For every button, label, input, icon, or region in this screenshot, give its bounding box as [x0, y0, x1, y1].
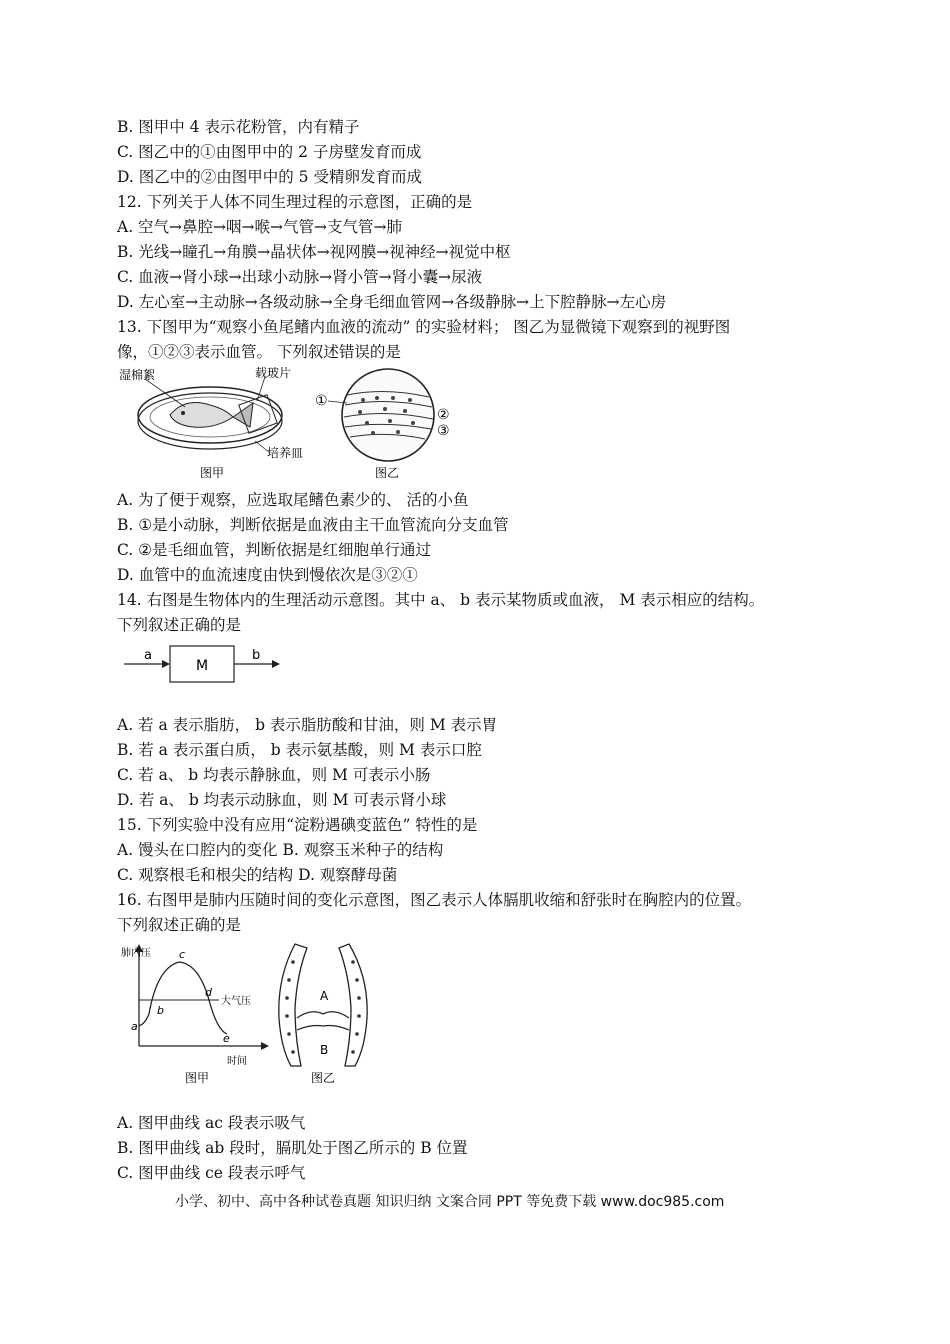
option-text: C. 图乙中的①由图甲中的 2 子房壁发育而成	[117, 143, 422, 161]
point-e: e	[223, 1032, 230, 1045]
figure-16	[115, 938, 405, 1088]
question-16: 16. 右图甲是肺内压随时间的变化示意图，图乙表示人体膈肌收缩和舒张时在胸腔内的位置。	[117, 891, 752, 909]
x-label: 时间	[227, 1056, 247, 1067]
question-14: 14. 右图是生物体内的生理活动示意图。其中 a、 b 表示某物质或血液， M 表示相应的结构。	[117, 591, 765, 609]
option-text: A. 空气→鼻腔→咽→喉→气管→支气管→肺	[117, 218, 402, 236]
label-B: B	[320, 1043, 329, 1057]
figure-14	[122, 640, 287, 685]
option-text: C. ②是毛细血管，判断依据是红细胞单行通过	[117, 541, 432, 559]
option-text: D. 图乙中的②由图甲中的 5 受精卵发育而成	[117, 168, 422, 186]
option-text: C. 若 a、 b 均表示静脉血，则 M 可表示小肠	[117, 766, 431, 784]
caption-b: 图乙	[375, 466, 400, 480]
caption-b: 图乙	[311, 1071, 336, 1085]
option-text: D. 血管中的血流速度由快到慢依次是③②①	[117, 566, 418, 584]
question-15: 15. 下列实验中没有应用“淀粉遇碘变蓝色” 特性的是	[117, 816, 478, 834]
option-text: B. 光线→瞳孔→角膜→晶状体→视网膜→视神经→视觉中枢	[117, 243, 511, 261]
caption-a: 图甲	[185, 1071, 210, 1085]
point-b: b	[157, 1004, 164, 1017]
option-text: B. 若 a 表示蛋白质， b 表示氨基酸，则 M 表示口腔	[117, 741, 482, 759]
label-slide: 载玻片	[255, 366, 292, 380]
question-13-cont: 像，①②③表示血管。 下列叙述错误的是	[117, 343, 401, 361]
figure-13	[115, 365, 455, 483]
point-d: d	[205, 986, 212, 999]
label-dish: 培养皿	[267, 446, 304, 460]
option-text: C. 观察根毛和根尖的结构 D. 观察酵母菌	[117, 866, 398, 884]
option-text: B. 图甲曲线 ab 段时，膈肌处于图乙所示的 B 位置	[117, 1139, 468, 1157]
question-12: 12. 下列关于人体不同生理过程的示意图，正确的是	[117, 193, 473, 211]
label-a: a	[144, 648, 152, 663]
vessel-1-mark: ①	[315, 393, 328, 409]
caption-a: 图甲	[200, 466, 225, 480]
label-m: M	[196, 658, 209, 674]
question-14-cont: 下列叙述正确的是	[117, 616, 242, 634]
option-text: B. 图甲中 4 表示花粉管，内有精子	[117, 118, 360, 136]
option-text: A. 若 a 表示脂肪， b 表示脂肪酸和甘油，则 M 表示胃	[117, 716, 498, 734]
option-text: A. 馒头在口腔内的变化 B. 观察玉米种子的结构	[117, 841, 444, 859]
option-text: A. 图甲曲线 ac 段表示吸气	[117, 1114, 306, 1132]
question-13: 13. 下图甲为“观察小鱼尾鳍内血液的流动” 的实验材料； 图乙为显微镜下观察到的视野图	[117, 318, 731, 336]
option-text: C. 图甲曲线 ce 段表示呼气	[117, 1164, 306, 1182]
page-footer: 小学、初中、高中各种试卷真题 知识归纳 文案合同 PPT 等免费下载 www.doc985.com	[175, 1194, 725, 1210]
label-A: A	[320, 989, 329, 1003]
point-c: c	[179, 948, 186, 961]
question-16-cont: 下列叙述正确的是	[117, 916, 242, 934]
option-text: B. ①是小动脉，判断依据是血液由主干血管流向分支血管	[117, 516, 509, 534]
option-text: C. 血液→肾小球→出球小动脉→肾小管→肾小囊→尿液	[117, 268, 483, 286]
vessel-2-mark: ②	[437, 407, 450, 423]
y-label: 肺内压	[121, 948, 151, 959]
point-a: a	[131, 1020, 138, 1033]
label-cotton: 湿棉絮	[119, 368, 156, 382]
vessel-3-mark: ③	[437, 423, 450, 439]
atm-label: 大气压	[221, 996, 251, 1007]
option-text: D. 左心室→主动脉→各级动脉→全身毛细血管网→各级静脉→上下腔静脉→左心房	[117, 293, 667, 311]
option-text: A. 为了便于观察，应选取尾鳍色素少的、 活的小鱼	[117, 491, 469, 509]
option-text: D. 若 a、 b 均表示动脉血，则 M 可表示肾小球	[117, 791, 447, 809]
label-b: b	[252, 648, 261, 663]
